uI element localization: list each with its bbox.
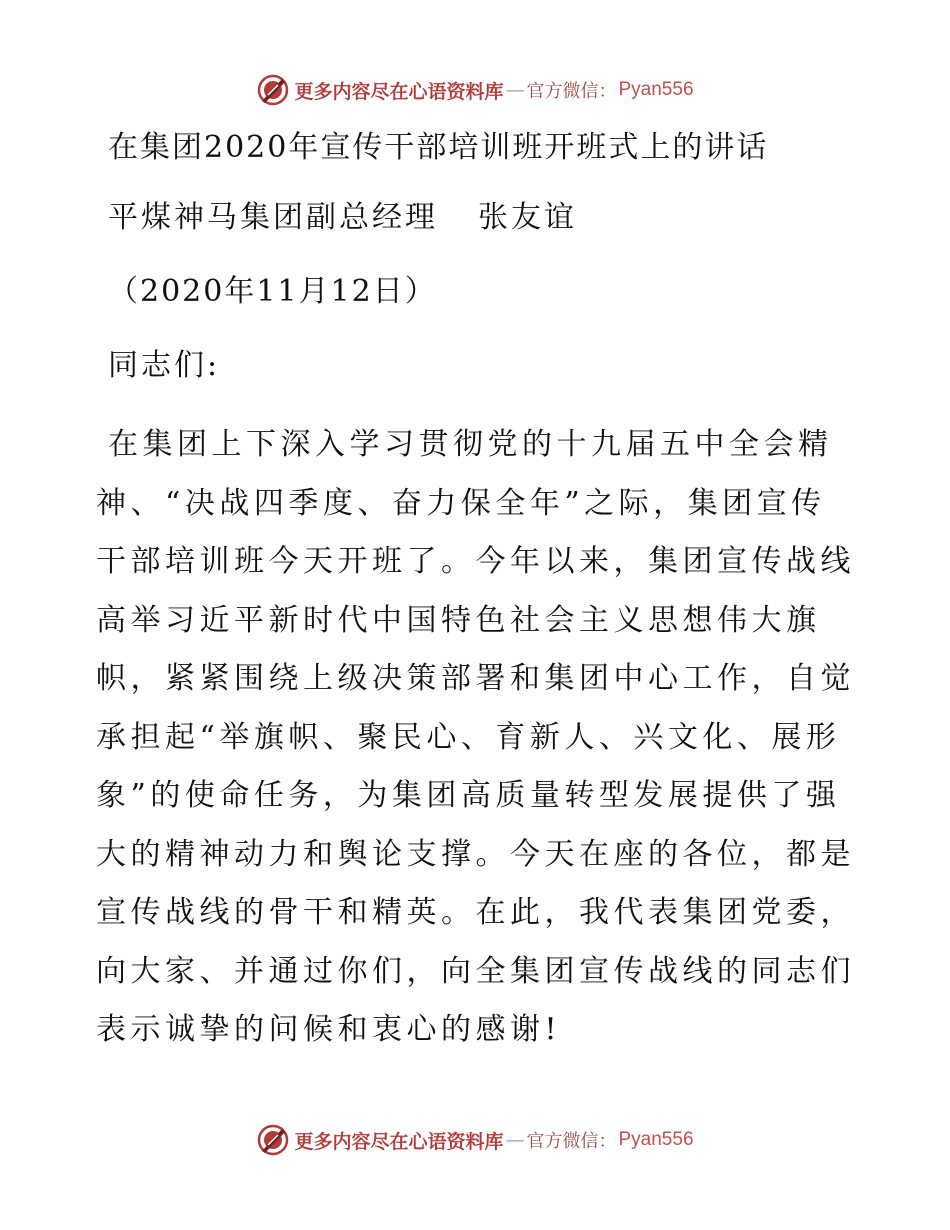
greeting: 同志们: bbox=[108, 348, 221, 383]
banner-dash: — bbox=[505, 1129, 525, 1151]
paragraph-line: 大的精神动力和舆论支撑。今天在座的各位，都是 bbox=[96, 836, 855, 872]
banner-official-label: 官方微信： bbox=[526, 1131, 617, 1152]
paragraph-line: 高举习近平新时代中国特色社会主义思想伟大旗 bbox=[96, 602, 821, 638]
paragraph-line: 帜，紧紧围绕上级决策部署和集团中心工作，自觉 bbox=[96, 661, 855, 696]
paragraph-line: 表示诚挚的问候和衷心的感谢! bbox=[96, 1012, 562, 1047]
document-title: 在集团2020年宣传干部培训班开班式上的讲话 bbox=[108, 130, 769, 165]
paragraph-line: 向大家、并通过你们，向全集团宣传战线的同志们 bbox=[96, 953, 855, 989]
banner-official-label: 官方微信： bbox=[526, 81, 617, 102]
quill-logo-icon bbox=[256, 73, 290, 107]
body-paragraph bbox=[96, 416, 856, 1060]
speech-date: （2020年11月12日） bbox=[108, 274, 437, 309]
author-line bbox=[108, 198, 577, 238]
banner-wechat-id: Pyan556 bbox=[618, 79, 694, 100]
author-title: 平煤神马集团副总经理 bbox=[108, 200, 438, 235]
quill-logo-icon bbox=[256, 1123, 290, 1157]
paragraph-line: 宣传战线的骨干和精英。在此，我代表集团党委， bbox=[96, 895, 855, 930]
paragraph-line: 象”的使命任务，为集团高质量转型发展提供了强 bbox=[96, 778, 841, 813]
banner-brand-text: 更多内容尽在心语资料库 bbox=[294, 80, 504, 103]
header-banner bbox=[0, 68, 950, 112]
paragraph-line: 神、“决战四季度、奋力保全年”之际，集团宣传 bbox=[96, 485, 826, 521]
banner-brand-text: 更多内容尽在心语资料库 bbox=[294, 1130, 504, 1153]
footer-banner bbox=[0, 1118, 950, 1162]
paragraph-line: 承担起“举旗帜、聚民心、育新人、兴文化、展形 bbox=[96, 719, 841, 755]
banner-dash: — bbox=[505, 79, 525, 101]
paragraph-line: 在集团上下深入学习贯彻党的十九届五中全会精 bbox=[108, 427, 833, 462]
author-name: 张友谊 bbox=[478, 200, 577, 235]
paragraph-line: 干部培训班今天开班了。今年以来，集团宣传战线 bbox=[96, 544, 855, 579]
banner-wechat-id: Pyan556 bbox=[618, 1129, 694, 1150]
